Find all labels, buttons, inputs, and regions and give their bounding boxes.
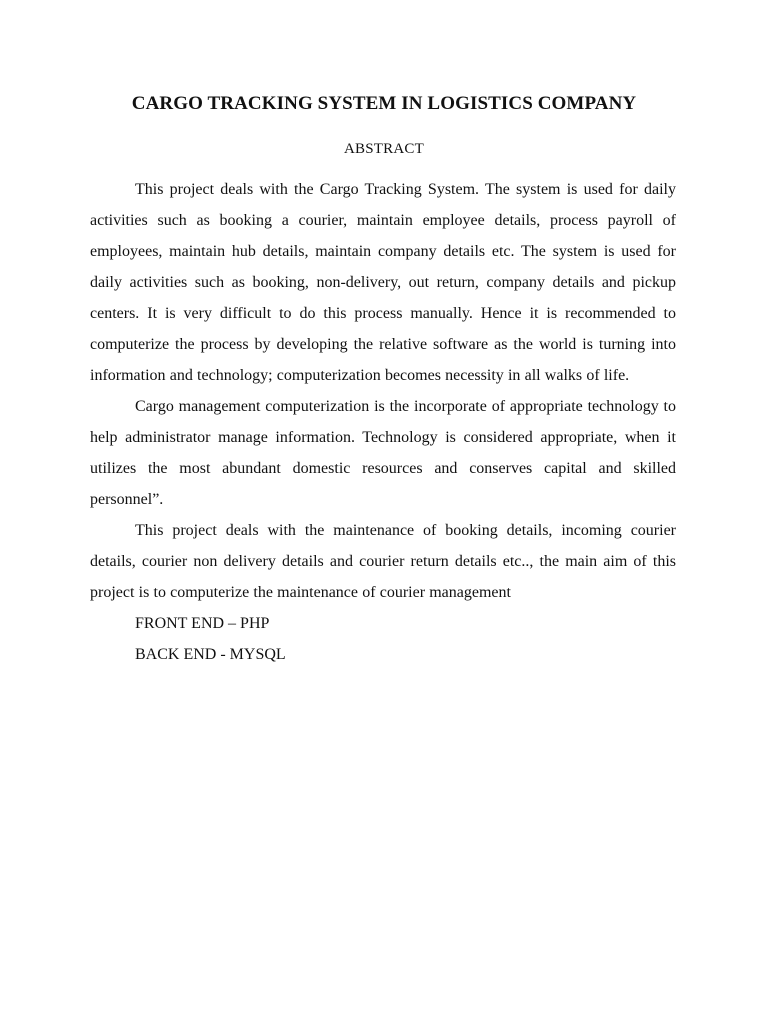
paragraph-3: This project deals with the maintenance of booking details, incoming courier details, courier non delivery details and courier return details etc.., the main aim of this project is to computerize the maintenance of courier management bbox=[90, 522, 676, 601]
abstract-body bbox=[90, 174, 676, 670]
document-title: CARGO TRACKING SYSTEM IN LOGISTICS COMPANY bbox=[131, 93, 637, 114]
paragraph-1: This project deals with the Cargo Tracking System. The system is used for daily activities such as booking a courier, maintain employee details, process payroll of employees, maintain hub details, maintain company details etc. The system is used for daily activities such as booking, non-delivery, out return, company details and pickup centers. It is very difficult to do this process manually. Hence it is recommended to computerize the process by developing the relative software as the world is turning into information and technology; computerization becomes necessity in all walks of life. bbox=[90, 181, 676, 384]
abstract-heading: ABSTRACT bbox=[344, 141, 424, 157]
paragraph-2: Cargo management computerization is the incorporate of appropriate technology to help administrator manage information. Technology is considered appropriate, when it utilizes the most abundant domestic resources and conserves capital and skilled personnel”. bbox=[90, 398, 676, 508]
front-end-line: FRONT END – PHP bbox=[135, 615, 270, 632]
back-end-line: BACK END - MYSQL bbox=[135, 646, 286, 663]
